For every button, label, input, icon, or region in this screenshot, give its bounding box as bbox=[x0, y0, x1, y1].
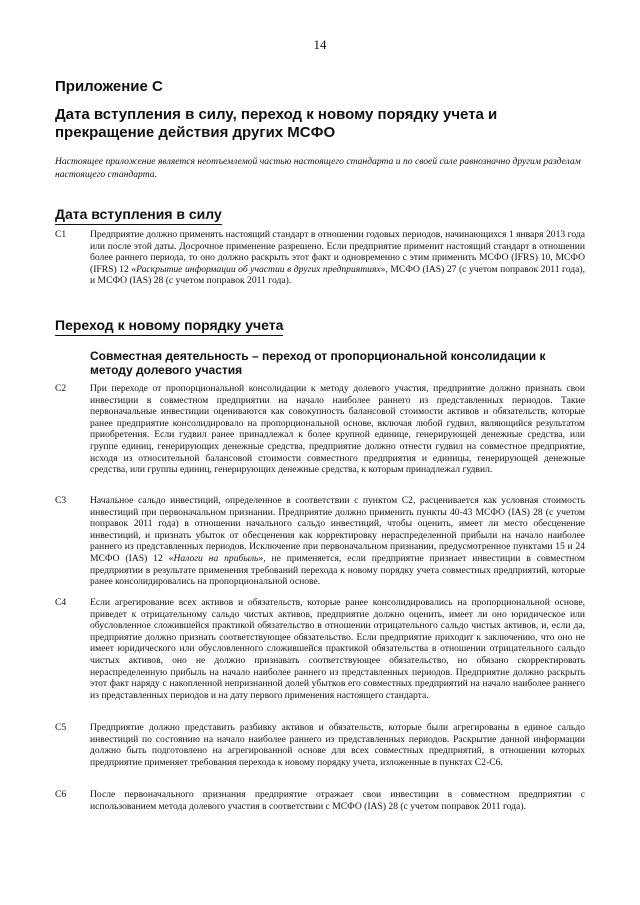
paragraph-c4 bbox=[55, 597, 585, 701]
paragraph-text-emphasis: Налоги на прибыль bbox=[173, 552, 259, 564]
paragraph-c1 bbox=[55, 229, 585, 287]
paragraph-text-part: », МСФО (IAS) 27 (с учетом поправок 2011 года), и МСФО (IAS) 28 (с учетом поправок 2011 года). bbox=[90, 263, 585, 287]
intro-note: Настоящее приложение является неотъемлемой частью настоящего стандарта и по своей силе равнозначно другим разделам настоящего стандарта. bbox=[55, 156, 581, 180]
paragraph-number: C3 bbox=[55, 495, 67, 506]
heading-transition: Переход к новому порядку учета bbox=[55, 317, 283, 336]
paragraph-text-part: », не применяется, если предприятие признает инвестиции в совместном предприятии в результате применения требований перехода к новому порядку учета совместных предприятий, которые ранее консолидировались на пропорциональной основе. bbox=[90, 552, 585, 588]
paragraph-c6 bbox=[55, 789, 585, 812]
paragraph-number: C2 bbox=[55, 383, 67, 394]
paragraph-number: C1 bbox=[55, 229, 67, 240]
paragraph-text-part: Начальное сальдо инвестиций, определенное в соответствии с пунктом C2, расценивается как условная стоимость инвестиций при первоначальном признании. Предприятие должно применить пункты 40-43 МСФО (IAS) 28 (с учетом поправок 2011 года) в отношении начального сальдо инвестиций, чтобы оценить, имеет ли место обесценение инвестиций, и признать убыток от обесценения как корректировку нераспределенной прибыли на начало наиболее раннего из представленных периодов. Исключение при первоначальном признании, предусмотренное пунктами 15 и 24 МСФО (IAS) 12 « bbox=[90, 495, 585, 564]
paragraph-text: После первоначального признания предприятие отражает свои инвестиции в совместном предприятии с использованием метода долевого участия в соответствии с МСФО (IAS) 28 (с учетом поправок 2011 года). bbox=[90, 789, 585, 812]
paragraph-text-part: Предприятие должно применять настоящий стандарт в отношении годовых периодов, начинающихся 1 января 2013 года или после этой даты. Досрочное применение разрешено. Если предприятие применит настоящий стандарт в отношении более раннего периода, то оно должно раскрыть этот факт и одновременно с этим применить МСФО (IFRS) 10, МСФО (IFRS) 12 « bbox=[90, 229, 585, 275]
paragraph-text bbox=[90, 229, 585, 287]
paragraph-text: Если агрегирование всех активов и обязательств, которые ранее консолидировались на пропорциональной основе, приведет к отрицательному сальдо чистых активов, предприятие должно оценить, имеет ли оно юридическое или обусловленное сложившейся практикой обязательство в отношении отрицательного сальдо чистых активов, и, если да, предприятие должно признать соответствующее обязательство. Если предприятие приходит к заключению, что оно не имеет юридического или обусловленного сложившейся практикой обязательства в отношении отрицательного сальдо чистых активов, оно не должно признавать соответствующее обязательство, но обязано скорректировать нераспределенную прибыль на начало наиболее раннего из представленных периодов. Предприятие должно раскрыть этот факт наряду с накопленной непризнанной долей убытков его совместных предприятий на начало наиболее раннего из представленных периодов и на дату первого применения настоящего стандарта. bbox=[90, 597, 585, 701]
paragraph-text: Предприятие должно представить разбивку активов и обязательств, которые были агрегированы в единое сальдо инвестиций по состоянию на начало наиболее раннего из представленных периодов. Раскрытие данной информации должно быть подготовлено на агрегированной основе для всех совместных предприятий, в отношении которых предприятие применяет требования перехода к новому порядку учета, изложенные в пунктах C2-C6. bbox=[90, 722, 585, 768]
heading-effective-date: Дата вступления в силу bbox=[55, 206, 222, 225]
paragraph-number: C4 bbox=[55, 597, 67, 608]
paragraph-text bbox=[90, 495, 585, 588]
paragraph-number: C5 bbox=[55, 722, 67, 733]
paragraph-text-emphasis: Раскрытие информации об участии в других предприятиях bbox=[136, 263, 381, 275]
paragraph-number: C6 bbox=[55, 789, 67, 800]
page-number: 14 bbox=[313, 37, 327, 52]
paragraph-text: При переходе от пропорциональной консолидации к методу долевого участия, предприятие должно признать свои инвестиции в совместном предприятии на начало наиболее раннего из представленных периодов. Такие первоначальные инвестиции оцениваются как совокупность балансовой стоимости активов и обязательств, которые ранее предприятие консолидировало на пропорциональной основе, включая любой гудвил, являющийся результатом приобретения. Если гудвил ранее принадлежал к более крупной единице, генерирующей денежные средства, или группе единиц, генерирующих денежные средства, предприятие должно отнести гудвил на совместное предприятие, исходя из относительной балансовой стоимости совместного предприятия и единицы, генерирующей денежные средства, или группы единиц, генерирующих денежные средства, к которым принадлежал гудвил. bbox=[90, 383, 585, 476]
main-title: Дата вступления в силу, переход к новому порядку учета и прекращение действия других МСФО bbox=[55, 106, 498, 141]
paragraph-c3 bbox=[55, 495, 585, 588]
paragraph-c2 bbox=[55, 383, 585, 476]
subheading-joint-arrangements: Совместная деятельность – переход от пропорциональной консолидации к методу долевого участия bbox=[90, 349, 546, 377]
paragraph-c5 bbox=[55, 722, 585, 768]
appendix-title: Приложение С bbox=[55, 78, 163, 95]
